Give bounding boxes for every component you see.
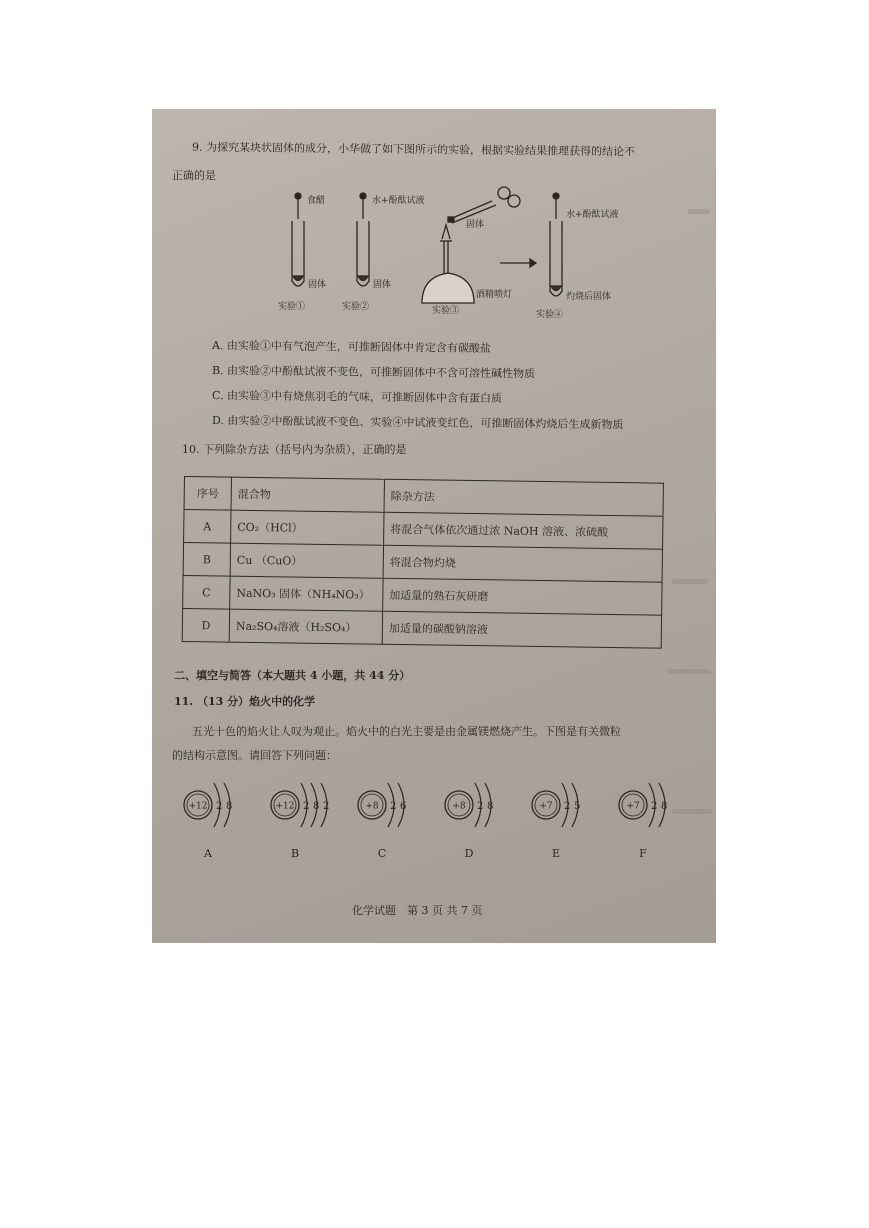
label-exp-3: 实验③ xyxy=(432,306,460,316)
table-cell: CO₂（HCl） xyxy=(231,510,384,545)
electron-count: 5 xyxy=(574,801,581,812)
label-exp-1: 实验① xyxy=(278,302,306,312)
electron-count: 2 xyxy=(323,801,330,812)
q9-option-a: A. 由实验①中有气泡产生，可推断固体中肯定含有碳酸盐 xyxy=(211,339,491,355)
page-footer: 化学试题 第 3 页 共 7 页 xyxy=(352,904,483,917)
table-cell: D xyxy=(182,608,229,642)
nucleus-charge: +8 xyxy=(452,801,466,812)
table-cell: B xyxy=(183,543,230,577)
header-cell: 混合物 xyxy=(231,477,384,512)
test-tube-4 xyxy=(550,193,562,296)
atom-label: E xyxy=(551,847,561,860)
label-water-phenol-2: 水+酚酞试液 xyxy=(566,210,619,220)
q9-option-b: B. 由实验②中酚酞试液不变色，可推断固体中不含可溶性碱性物质 xyxy=(211,364,536,381)
atom-diagram-E xyxy=(532,783,580,860)
bleed-through xyxy=(667,669,711,674)
label-burned-solid: 灼烧后固体 xyxy=(566,292,612,302)
nucleus-charge: +12 xyxy=(275,801,295,812)
table-cell: Cu （CuO） xyxy=(230,543,383,578)
table-cell: 加适量的碳酸钠溶液 xyxy=(382,611,661,648)
label-lamp: 酒精喷灯 xyxy=(476,290,513,300)
label-solid-3: 固体 xyxy=(466,220,485,230)
atom-label: F xyxy=(639,847,647,860)
atom-label: D xyxy=(464,847,474,860)
nucleus-charge: +7 xyxy=(539,801,553,812)
atom-label: A xyxy=(204,847,212,860)
table-cell: 将混合气体依次通过浓 NaOH 溶液、浓硫酸 xyxy=(384,512,663,549)
electron-count: 8 xyxy=(226,801,233,812)
electron-count: 2 xyxy=(564,801,571,812)
q9-option-d: D. 由实验②中酚酞试液不变色、实验④中试液变红色，可推断固体灼烧后生成新物质 xyxy=(211,414,624,432)
nucleus-charge: +8 xyxy=(365,801,379,812)
electron-count: 6 xyxy=(400,801,407,812)
table-cell: 加适量的熟石灰研磨 xyxy=(383,578,662,615)
electron-count: 2 xyxy=(477,801,484,812)
table-row xyxy=(182,608,661,648)
atom-diagram-B xyxy=(271,783,329,860)
header-cell: 序号 xyxy=(184,477,231,511)
crucible-tongs xyxy=(448,187,520,223)
label-solid-1: 固体 xyxy=(308,280,327,290)
atom-label: C xyxy=(377,847,387,860)
exam-photo xyxy=(152,109,716,943)
table-cell: A xyxy=(184,510,231,544)
label-water-phenol-1: 水+酚酞试液 xyxy=(372,196,425,206)
atom-diagram-D xyxy=(445,783,493,860)
q9-experiment-diagram xyxy=(252,181,672,326)
test-tube-1 xyxy=(292,193,304,286)
q11-body-line2: 的结构示意图。请回答下列问题： xyxy=(172,749,337,762)
header-cell: 除杂方法 xyxy=(384,479,663,516)
q9-stem-line2: 正确的是 xyxy=(172,169,216,182)
q10-stem: 10. 下列除杂方法（括号内为杂质），正确的是 xyxy=(182,443,407,456)
electron-count: 8 xyxy=(661,801,668,812)
bleed-through xyxy=(672,579,708,584)
electron-count: 2 xyxy=(216,801,223,812)
nucleus-charge: +12 xyxy=(188,801,208,812)
atom-label: B xyxy=(290,847,300,860)
q10-table xyxy=(182,476,664,649)
atom-diagram-F xyxy=(619,783,667,860)
atom-structure-diagrams xyxy=(180,777,700,867)
test-tube-2 xyxy=(357,193,369,286)
electron-count: 2 xyxy=(651,801,658,812)
electron-count: 8 xyxy=(313,801,320,812)
atom-diagram-C xyxy=(358,783,406,860)
electron-count: 8 xyxy=(487,801,494,812)
label-vinegar: 食醋 xyxy=(307,196,326,206)
table-cell: C xyxy=(183,575,230,609)
label-exp-2: 实验② xyxy=(342,302,370,312)
section-2-heading: 二、填空与简答（本大题共 4 小题，共 44 分） xyxy=(174,669,411,682)
arrow-icon xyxy=(500,259,536,267)
q9-option-c: C. 由实验③中有烧焦羽毛的气味，可推断固体中含有蛋白质 xyxy=(211,389,503,406)
table-cell: 将混合物灼烧 xyxy=(383,545,662,582)
label-exp-4: 实验④ xyxy=(536,310,564,320)
electron-count: 2 xyxy=(303,801,310,812)
nucleus-charge: +7 xyxy=(626,801,640,812)
table-cell: Na₂SO₄溶液（H₂SO₄） xyxy=(229,609,382,644)
q11-body-line1: 五光十色的焰火让人叹为观止。焰火中的白光主要是由金属镁燃烧产生。下图是有关微粒 xyxy=(192,725,621,738)
atom-diagram-A xyxy=(184,783,232,860)
q11-title: 11. （13 分）焰火中的化学 xyxy=(174,695,316,708)
electron-count: 2 xyxy=(390,801,397,812)
table-cell: NaNO₃ 固体（NH₄NO₃） xyxy=(230,576,383,611)
label-solid-2: 固体 xyxy=(373,280,392,290)
bleed-through xyxy=(688,209,710,214)
q9-stem-line1: 9. 为探究某块状固体的成分，小华做了如下图所示的实验，根据实验结果推理获得的结论不 xyxy=(191,140,636,159)
alcohol-blowtorch xyxy=(422,225,474,303)
